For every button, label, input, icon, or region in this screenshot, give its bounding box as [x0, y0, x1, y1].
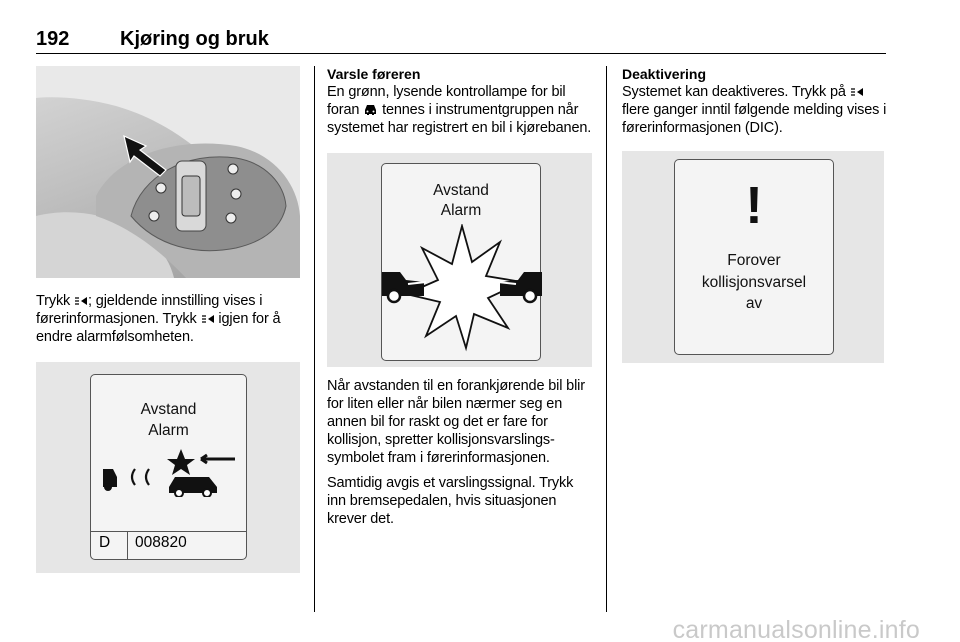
chapter-title: Kjøring og bruk	[120, 28, 269, 50]
display-line-3: av	[745, 295, 763, 312]
collision-alert-icon	[382, 224, 542, 354]
page-number: 192	[36, 28, 70, 50]
mode-value: 008820	[135, 534, 187, 551]
display-figure-3	[622, 151, 884, 363]
page-header	[36, 28, 886, 54]
col3-paragraph-1: Systemet kan deaktiveres. Trykk på flere ganger inntil følgende melding vises i førerinformasjonen (DIC).	[622, 84, 887, 136]
col2-paragraph-3: Samtidig avgis et varslingssignal. Trykk inn bremsepedalen, hvis situasjonen krever det.	[327, 475, 574, 527]
display-line-1: Forover	[727, 252, 781, 269]
column-divider	[606, 66, 607, 612]
distance-setting-icon	[74, 295, 88, 307]
column-1	[36, 66, 300, 573]
display-figure-2	[327, 153, 592, 367]
display-line-1: Avstand	[140, 401, 197, 418]
mode-label: D	[99, 534, 111, 551]
col2-paragraph-1: En grønn, lysende kontrollampe for bil foran tennes i instrumentgruppen når systemet har registrert en bil i kjørebanen.	[327, 84, 592, 136]
driver-info-display	[381, 163, 541, 361]
display-line-1: Avstand	[433, 182, 489, 199]
warning-exclamation: !	[745, 177, 763, 235]
section-heading: Deaktivering	[622, 66, 707, 82]
display-line-2: Alarm	[148, 422, 189, 439]
display-separator	[127, 531, 128, 559]
column-divider	[314, 66, 315, 612]
section-heading: Varsle føreren	[327, 66, 421, 82]
vehicle-ahead-icon	[363, 104, 378, 116]
driver-info-display	[90, 374, 247, 560]
col1-paragraph-1: Trykk ; gjeldende innstilling vises i førerinformasjonen. Trykk igjen for å endre alarmfølsomheten.	[36, 293, 281, 345]
display-line-2: kollisjonsvarsel	[701, 274, 807, 291]
col2-paragraph-2: Når avstanden til en forankjørende bil blir for liten eller når bilen nærmer seg en annen bil for raskt og det er fare for kollisjon, spretter kollisjonsvarslingssymbolet fram i førerinformasjonen.	[327, 378, 585, 466]
column-3	[622, 66, 887, 363]
steering-wheel-illustration	[36, 66, 300, 278]
column-2	[327, 66, 592, 528]
display-line-2: Alarm	[440, 202, 482, 219]
distance-setting-icon	[850, 86, 864, 98]
steering-wheel-photo	[36, 66, 300, 278]
display-figure-1	[36, 362, 300, 573]
driver-info-display	[674, 159, 834, 355]
distance-setting-icon	[201, 313, 215, 325]
following-distance-icon	[99, 447, 239, 497]
display-separator	[91, 531, 246, 532]
watermark: carmanualsonline.info	[672, 616, 920, 642]
